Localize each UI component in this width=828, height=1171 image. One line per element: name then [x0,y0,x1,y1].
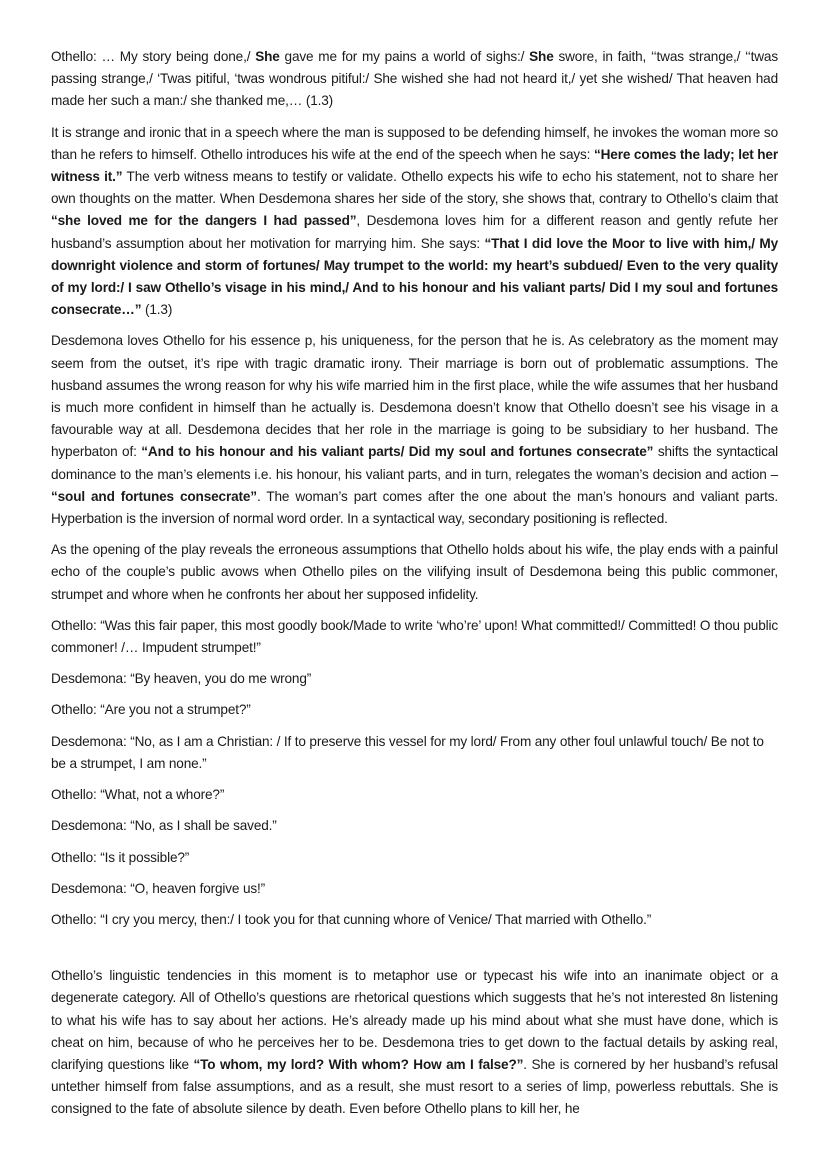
body-paragraph [51,539,778,606]
text-segment: Desdemona: “No, as I shall be saved.” [51,818,277,834]
text-segment: . The woman’s part comes after the one about the man’s honours and valiant parts. Hyperbation is the inversion of normal word order. In a syntactical way, secondary positioning is reflected. [51,488,779,527]
text-segment: Othello: “Are you not a strumpet?” [51,702,251,718]
body-paragraph [51,965,778,1120]
text-segment: The verb witness means to testify or validate. Othello expects his wife to echo his statement, not to share her own thoughts on the matter. When Desdemona shares her side of the story, she shows that, contrary to Othello’s claim that [51,169,778,207]
dialogue-line [51,909,778,931]
text-segment: Othello: “I cry you mercy, then:/ I took you for that cunning whore of Venice/ That married with Othello.” [51,911,652,927]
dialogue-line [51,847,778,869]
dialogue-line [51,784,778,806]
text-segment: As the opening of the play reveals the erroneous assumptions that Othello holds about his wife, the play ends with a painful echo of the couple’s public avows when Othello piles on the vilifying insult of Desdemona being this public commoner, strumpet and whore when he confronts her about her supposed infidelity. [51,542,778,602]
bold-segment: She [529,49,554,64]
text-segment: Othello: “Was this fair paper, this most goodly book/Made to write ‘who’re’ upon! What committed!/ Committed! O thou public commoner! /… Impudent strumpet!” [51,617,779,656]
dialogue-line [51,699,778,721]
bold-quote: “she loved me for the dangers I had passed” [51,213,357,229]
text-segment: Desdemona: “No, as I am a Christian: / If to preserve this vessel for my lord/ From any other foul unlawful touch/ Be not to be a strumpet, I am none.” [51,733,764,771]
text-segment: . She is cornered by her husband’s refusal untether himself from false assumptions, and as a result, she must resort to a series of limp, powerless rebuttals. She is consigned to the fate of absolute silence by death. Even before Othello plans to kill her, he [51,1056,778,1117]
dialogue-line [51,731,778,775]
dialogue-line [51,878,778,900]
text-segment: Othello: “Is it possible?” [51,849,190,865]
text-segment: swore, in faith, ‘‘twas strange,/ ‘‘twas passing strange,/ ‘Twas pitiful, ‘twas wondrous pitiful:/ She wished she had not heard it,/ yet she wished/ That heaven had made her such a man:/ she thanked me,… (1.3) [51,49,778,109]
text-segment: Desdemona: “O, heaven forgive us!” [51,880,266,896]
text-segment: Othello’s linguistic tendencies in this moment is to metaphor use or typecast his wife into an inanimate object or a degenerate category. All of Othello’s questions are rhetorical questions which suggests that he’s not interested 8n listening to what his wife has to say about her actions. He’s already made up his mind about what she must have done, which is cheat on him, because of who he perceives her to be. Desdemona tries to get down to the factual details by asking real, clarifying questions like [51,968,778,1072]
bold-quote: “To whom, my lord? With whom? How am I false?” [193,1056,524,1072]
dialogue-line [51,668,778,690]
bold-quote: “soul and fortunes consecrate” [51,488,257,504]
text-segment: Desdemona loves Othello for his essence p, his uniqueness, for the person that he is. As celebratory as the moment may seem from the outset, it’s ripe with tragic dramatic irony. Their marriage is born out of problematic assumptions. The husband assumes the wrong reason for why his wife married him in the first place, while the wife assumes that her husband is much more confident in himself than he actually is. Desdemona doesn’t know that Othello doesn’t see his visage in a favourable way at all. Desdemona decides that her role in the marriage is going to be subsidiary to her husband. The hyperbaton of: [51,333,778,460]
bold-segment: She [255,49,280,64]
text-segment: , Desdemona loves him for a different reason and gently refute her husband’s assumption about her motivation for marrying him. She says: [51,213,778,251]
body-paragraph [51,330,778,530]
text-segment: Othello: … My story being done,/ [51,49,256,64]
text-segment: shifts the syntactical dominance to the man’s elements i.e. his honour, his valiant parts, and in turn, relegates the woman’s decision and action – [51,444,779,482]
text-segment: It is strange and ironic that in a speech where the man is supposed to be defending himself, he invokes the woman more so than he refers to himself. Othello introduces his wife at the end of the speech when he says: [51,124,778,162]
dialogue-line [51,815,778,837]
bold-quote: “And to his honour and his valiant parts/ Did my soul and fortunes consecrate” [141,444,654,460]
body-paragraph [51,122,778,322]
dialogue-line [51,615,778,659]
bold-quote: “That I did love the Moor to live with him,/ My downright violence and storm of fortunes/ May trumpet to the world: my heart’s subdued/ Even to the very quality of my lord:/ I saw Othello’s visage in his mind,/ And to his honour and his valiant parts/ Did I my soul and fortunes consecrate…” [51,235,778,318]
text-segment: (1.3) [141,302,173,318]
bold-quote: “Here comes the lady; let her witness it.” [51,146,778,185]
text-segment: Desdemona: “By heaven, you do me wrong” [51,671,312,687]
quote-paragraph [51,46,778,113]
text-segment: gave me for my pains a world of sighs:/ [279,49,530,64]
text-segment: Othello: “What, not a whore?” [51,787,225,803]
